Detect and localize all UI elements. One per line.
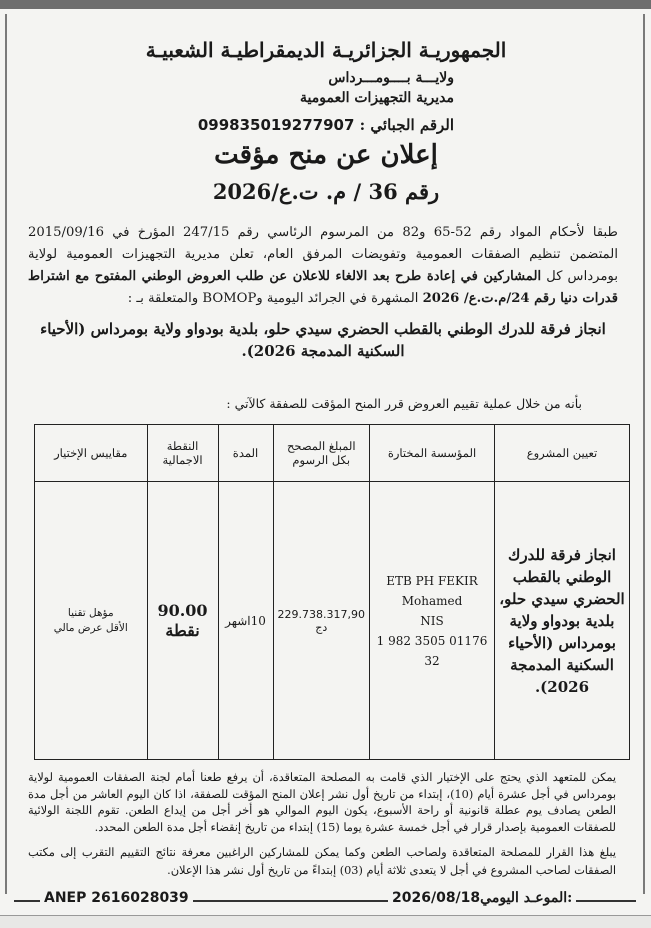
appeal-paragraph: يمكن للمتعهد الذي يحتج على الإختيار الذي قامت به المصلحة المتعاقدة، أن يرفع طعنا أمام لجنة الصفقات العمومية لولاية بومرداس في أجل عشرة أيام (10)، إبتداء من تاريخ أول نشر إعلان المنح المؤقت للصفقة، اذا كان اليوم العاشر من أجل مدة الطعن يصادف يوم عطلة قانونية أو راحة الأسبوع، يكون اليوم الموالي هو أخر أجل من إيداع الطعن. تقوم اللجنة الولائية للصفقات العمومية بإصدار قرار في أجل خمسة عشرة يوما (15) إبتداء من تاريخ إنقضاء أجل مدة الطعن المحدد.	[28, 771, 616, 834]
cell-points	[147, 482, 218, 760]
cell-duration: 10اشهر	[218, 482, 273, 760]
header-criteria: مقاييس الإختيار	[35, 425, 148, 482]
header-project: تعيين المشروع	[495, 425, 630, 482]
table-row	[35, 482, 630, 760]
publication-date-value: 2026/08/18	[392, 890, 481, 906]
republic-heading: الجمهوريـة الجزائريـة الديمقراطيـة الشعبيـة	[145, 38, 507, 62]
notice-number: رقم 36 / م. ت.ع/2026	[212, 179, 440, 204]
tax-id-label: الرقم الجبائي :	[359, 116, 454, 134]
header-points: النقطة الاجمالية	[147, 425, 218, 482]
nis-label: NIS	[420, 613, 444, 628]
bottom-border	[0, 915, 651, 928]
tax-id-line	[198, 116, 454, 134]
cell-criteria	[35, 482, 148, 760]
header-duration: المدة	[218, 425, 273, 482]
notice-document	[22, 24, 630, 904]
anep-reference: ANEP 2616028039	[40, 890, 193, 906]
notice-title: إعلان عن منح مؤقت	[214, 140, 438, 170]
publication-date-label: الموعـد اليومي:	[480, 890, 573, 906]
intro-bold: المشاركين في إعادة طرح بعد الالغاء للاعلان عن طلب العروض الوطني المفتوح مع اشتراط قدرات دنيا رقم 24/م.ت.ع/ 2026	[28, 269, 618, 306]
directorate-line: مديرية التجهيزات العمومية	[300, 90, 454, 106]
project-title: انجاز فرقة للدرك الوطني بالقطب الحضري سيدي حلو، بلدية بودواو ولاية بومرداس (الأحياء السكنية المدمجة 2026).	[40, 320, 606, 360]
notification-paragraph: يبلغ هذا القرار للمصلحة المتعاقدة ولصاحب الطعن وكما يمكن للمشاركين الراغبين معرفة نتائج التقييم التقرب إلى مكتب الصفقات لصاحب المشروع في أجل لا يتعدى ثلاثة أيام (03) إبتداءً من تاريخ أول نشر هذا الإعلان.	[28, 846, 616, 877]
header-company: المؤسسة المختارة	[370, 425, 495, 482]
intro-text-b: المشهرة في الجرائد اليومية وBOMOP والمتعلقة بـ :	[127, 291, 423, 306]
award-table	[34, 424, 630, 760]
intro-text-a: طبقا لأحكام المواد رقم 52-65 و82 من المرسوم الرئاسي رقم 247/15 المؤرخ في 2015/09/16 المتضمن تنظيم الصفقات العمومية وتفويضات المرفق العام، تعلن مديرية التجهيزات العمومية لولاية بومرداس كل	[28, 225, 619, 284]
points-unit: نقطة	[165, 620, 200, 640]
points-value: 90.00	[157, 600, 208, 620]
header-amount: المبلغ المصحح بكل الرسوم	[273, 425, 369, 482]
footer-bar	[0, 888, 651, 912]
cell-project: انجاز فرقة للدرك الوطني بالقطب الحضري سيدي حلو، بلدية بودواو ولاية بومرداس (الأحياء السكنية المدمجة 2026).	[495, 482, 630, 760]
tax-id-number: 099835019277907	[197, 116, 355, 134]
nis-number: 1 982 3505 01176 32	[376, 633, 488, 668]
cell-company	[370, 482, 495, 760]
left-column-rule	[5, 14, 7, 894]
cell-amount	[273, 482, 369, 760]
top-border	[0, 0, 651, 9]
company-name: ETB PH FEKIR Mohamed	[386, 573, 478, 608]
publication-date	[388, 890, 576, 906]
table-lead: بأنه من خلال عملية تقييم العروض قرر المنح المؤقت للصفقة كالآتي :	[226, 396, 582, 411]
amount-currency: دج	[315, 620, 328, 634]
amount-value: 229.738.317,90	[277, 607, 365, 621]
criteria-line-2: الأقل عرض مالي	[53, 621, 128, 634]
criteria-line-1: مؤهل تقنيا	[67, 606, 114, 619]
right-column-rule	[643, 14, 645, 894]
wilaya-line: ولايـــة بــــومـــرداس	[328, 70, 454, 86]
table-header-row	[35, 425, 630, 482]
intro-paragraph	[28, 222, 618, 310]
